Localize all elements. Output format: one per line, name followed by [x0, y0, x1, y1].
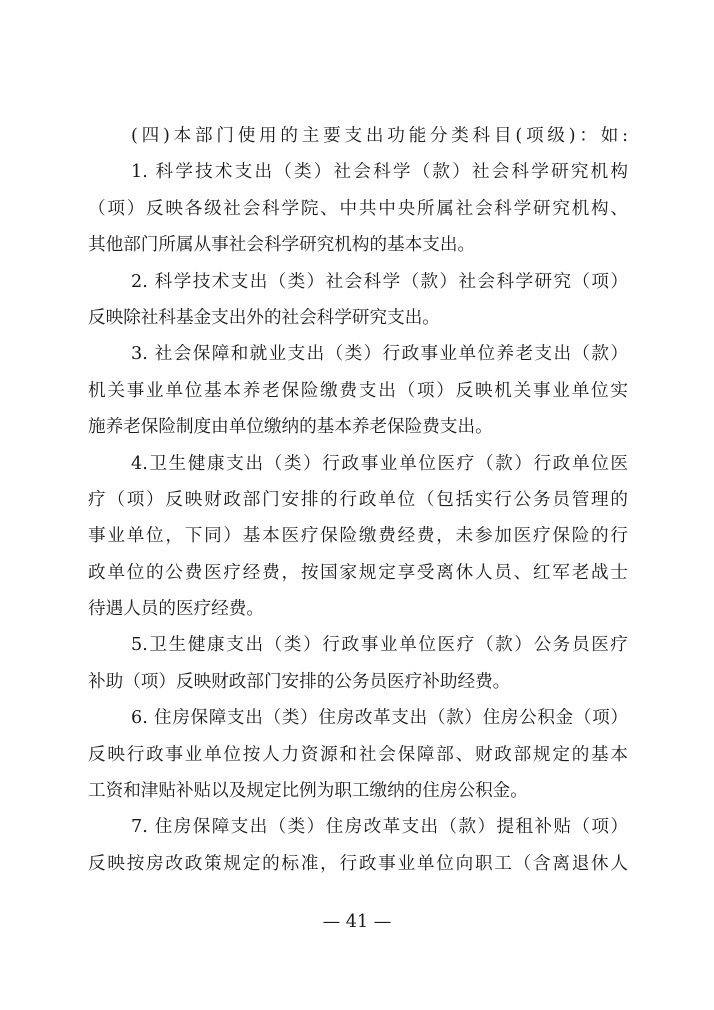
paragraph-6-line-3: 工资和津贴补贴以及规定比例为职工缴纳的住房公积金。 [88, 781, 528, 802]
paragraph-2-line-1: 2. 科学技术支出（类）社会科学（款）社会科学研究（项） [131, 271, 628, 292]
paragraph-4-line-4: 政单位的公费医疗经费，按国家规定享受离休人员、红军老战士 [88, 562, 628, 583]
paragraph-6-line-1: 6. 住房保障支出（类）住房改革支出（款）住房公积金（项） [131, 708, 628, 729]
paragraph-1-line-2: （项）反映各级社会科学院、中共中央所属社会科学研究机构、 [88, 198, 628, 219]
paragraph-4-line-3: 事业单位，下同）基本医疗保险缴费经费，未参加医疗保险的行 [88, 526, 628, 547]
paragraph-5-line-2: 补助（项）反映财政部门安排的公务员医疗补助经费。 [88, 671, 511, 692]
paragraph-7-line-1: 7. 住房保障支出（类）住房改革支出（款）提租补贴（项） [131, 817, 628, 838]
document-body [88, 118, 628, 882]
paragraph-6-line-2: 反映行政事业单位按人力资源和社会保障部、财政部规定的基本 [88, 744, 628, 765]
page-number: — 41 — [322, 912, 392, 932]
section-heading: (四)本部门使用的主要支出功能分类科目(项级)：如: [131, 126, 628, 146]
paragraph-4-line-1: 4.卫生健康支出（类）行政事业单位医疗（款）行政单位医 [131, 453, 628, 474]
paragraph-5-line-1: 5.卫生健康支出（类）行政事业单位医疗（款）公务员医疗 [131, 635, 628, 656]
paragraph-1-line-1: 1. 科学技术支出（类）社会科学（款）社会科学研究机构 [131, 162, 628, 183]
paragraph-4-line-5: 待遇人员的医疗经费。 [88, 599, 264, 620]
paragraph-7-line-2: 反映按房改政策规定的标准，行政事业单位向职工（含离退休人 [88, 853, 628, 874]
paragraph-3-line-2: 机关事业单位基本养老保险缴费支出（项）反映机关事业单位实 [88, 380, 628, 401]
paragraph-4-line-2: 疗（项）反映财政部门安排的行政单位（包括实行公务员管理的 [88, 489, 628, 510]
paragraph-2-line-2: 反映除社科基金支出外的社会科学研究支出。 [88, 307, 440, 328]
paragraph-1-line-3: 其他部门所属从事社会科学研究机构的基本支出。 [88, 235, 476, 256]
paragraph-3-line-1: 3. 社会保障和就业支出（类）行政事业单位养老支出（款） [131, 344, 628, 365]
paragraph-3-line-3: 施养老保险制度由单位缴纳的基本养老保险费支出。 [88, 417, 493, 438]
